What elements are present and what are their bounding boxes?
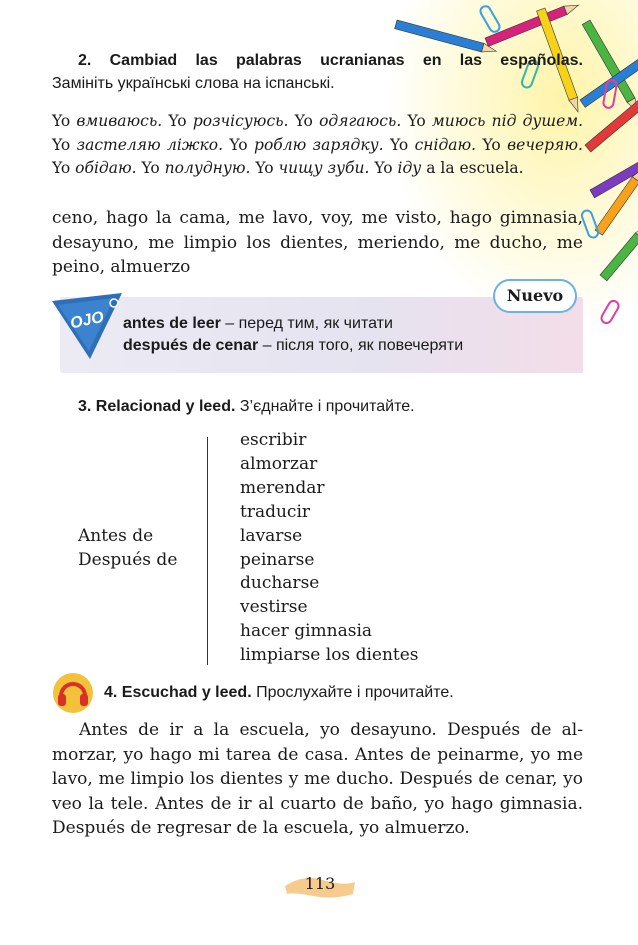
- sentence-verb-ua: застеляю ліжко.: [76, 135, 224, 154]
- ojo-badge-label: OJO: [68, 308, 106, 333]
- ojo-phrase-es: antes de leer: [123, 315, 221, 332]
- sentence-subject: Yo: [294, 112, 313, 130]
- sentence-verb-ua: обідаю.: [75, 159, 137, 177]
- ojo-phrase-ua: – після того, як повечеряти: [258, 337, 464, 354]
- sentence-verb-ua: чищу зуби.: [278, 159, 370, 177]
- exercise-title-es: Cambiad las palabras ucranianas en las españolas.: [109, 52, 583, 69]
- verb-item: merendar: [240, 477, 325, 498]
- verb-item: almorzar: [240, 453, 318, 474]
- exercise-4-title: [104, 684, 454, 702]
- sentence-verb-ua: вмиваюсь.: [76, 112, 163, 130]
- sentence-verb-ua: вечеряю.: [507, 135, 583, 154]
- exercise-title-ua: З’єднайте і прочитайте.: [235, 398, 415, 415]
- exercise-title-es: Relacionad y leed.: [95, 398, 236, 415]
- verb-item: vestirse: [240, 597, 308, 618]
- verb-item: escribir: [240, 430, 307, 450]
- verb-item: limpiarse los dientes: [240, 645, 419, 666]
- exercise-number: 2.: [78, 52, 92, 69]
- exercise-4-reading-text: Antes de ir a la escuela, yo desayuno. Después de almorzar, yo hago mi tarea de casa. Antes de peinarme, yo me lavo, me limpio los dientes y me ducho. Después de cenar, yo veo la tele. Antes de ir al cuarto de baño, yo hago gimnasia. Después de regresar de la escuela, yo almuerzo.: [52, 720, 583, 839]
- verb-item: hacer gimnasia: [240, 621, 373, 642]
- exercise-number: 3.: [78, 398, 92, 415]
- verb-item: ducharse: [240, 573, 320, 594]
- left-phrase: Antes de: [78, 526, 154, 546]
- exercise-title-ua: Прослухайте і прочитайте.: [251, 684, 454, 701]
- sentence-verb-ua: миюсь під душем.: [431, 112, 584, 130]
- sentence-verb-ua: полудную.: [164, 159, 251, 177]
- exercise-3-title: [78, 398, 415, 416]
- ojo-line-2: [123, 337, 463, 355]
- sentence-subject: Yo: [374, 159, 393, 177]
- sentence-verb-ua: снідаю.: [414, 135, 477, 154]
- sentence-subject: Yo: [229, 135, 248, 154]
- exercise-number: 4.: [104, 684, 118, 701]
- verb-item: traducir: [240, 501, 311, 522]
- sentence-verb-ua: іду: [397, 159, 422, 177]
- exercise-2-subtitle: Замініть українські слова на іспанські.: [52, 75, 335, 92]
- exercise-3-left-column: [78, 524, 177, 572]
- verb-item: peinarse: [240, 549, 315, 570]
- sentence-subject: Yo: [407, 112, 426, 130]
- eye-badge-icon: [52, 293, 122, 361]
- sentence-tail: a la escuela.: [426, 159, 524, 177]
- ojo-phrase-es: después de cenar: [123, 337, 259, 354]
- exercise-2-title: [78, 52, 583, 70]
- exercise-title-es: Escuchad y leed.: [121, 684, 252, 701]
- exercise-2-sentences: [52, 110, 583, 181]
- exercise-3-verb-list: [240, 429, 419, 668]
- exercise-2-word-bank: ceno, hago la cama, me lavo, voy, me visto, hago gimnasia, desayuno, me limpio los dientes, meriendo, me ducho, me peino, almuerzo: [52, 208, 583, 277]
- sentence-subject: Yo: [482, 135, 501, 154]
- sentence-subject: Yo: [52, 112, 71, 130]
- sentence-subject: Yo: [52, 135, 71, 154]
- sentence-subject: Yo: [255, 159, 274, 177]
- page-number: 113: [304, 874, 336, 893]
- sentence-verb-ua: роблю зарядку.: [254, 135, 384, 154]
- sentence-subject: Yo: [389, 135, 409, 154]
- sentence-subject: Yo: [52, 159, 71, 177]
- sentence-subject: Yo: [141, 159, 160, 177]
- sentence-verb-ua: розчісуюсь.: [192, 112, 289, 130]
- sentence-verb-ua: одягаюсь.: [319, 112, 402, 130]
- left-phrase: Después de: [78, 550, 178, 570]
- headphones-icon: [52, 672, 94, 714]
- verb-item: lavarse: [240, 525, 303, 546]
- ojo-phrase-ua: – перед тим, як читати: [220, 315, 393, 332]
- nuevo-badge: Nuevo: [493, 279, 577, 313]
- ojo-line-1: [123, 315, 393, 333]
- sentence-subject: Yo: [168, 112, 187, 130]
- column-divider: [207, 437, 208, 665]
